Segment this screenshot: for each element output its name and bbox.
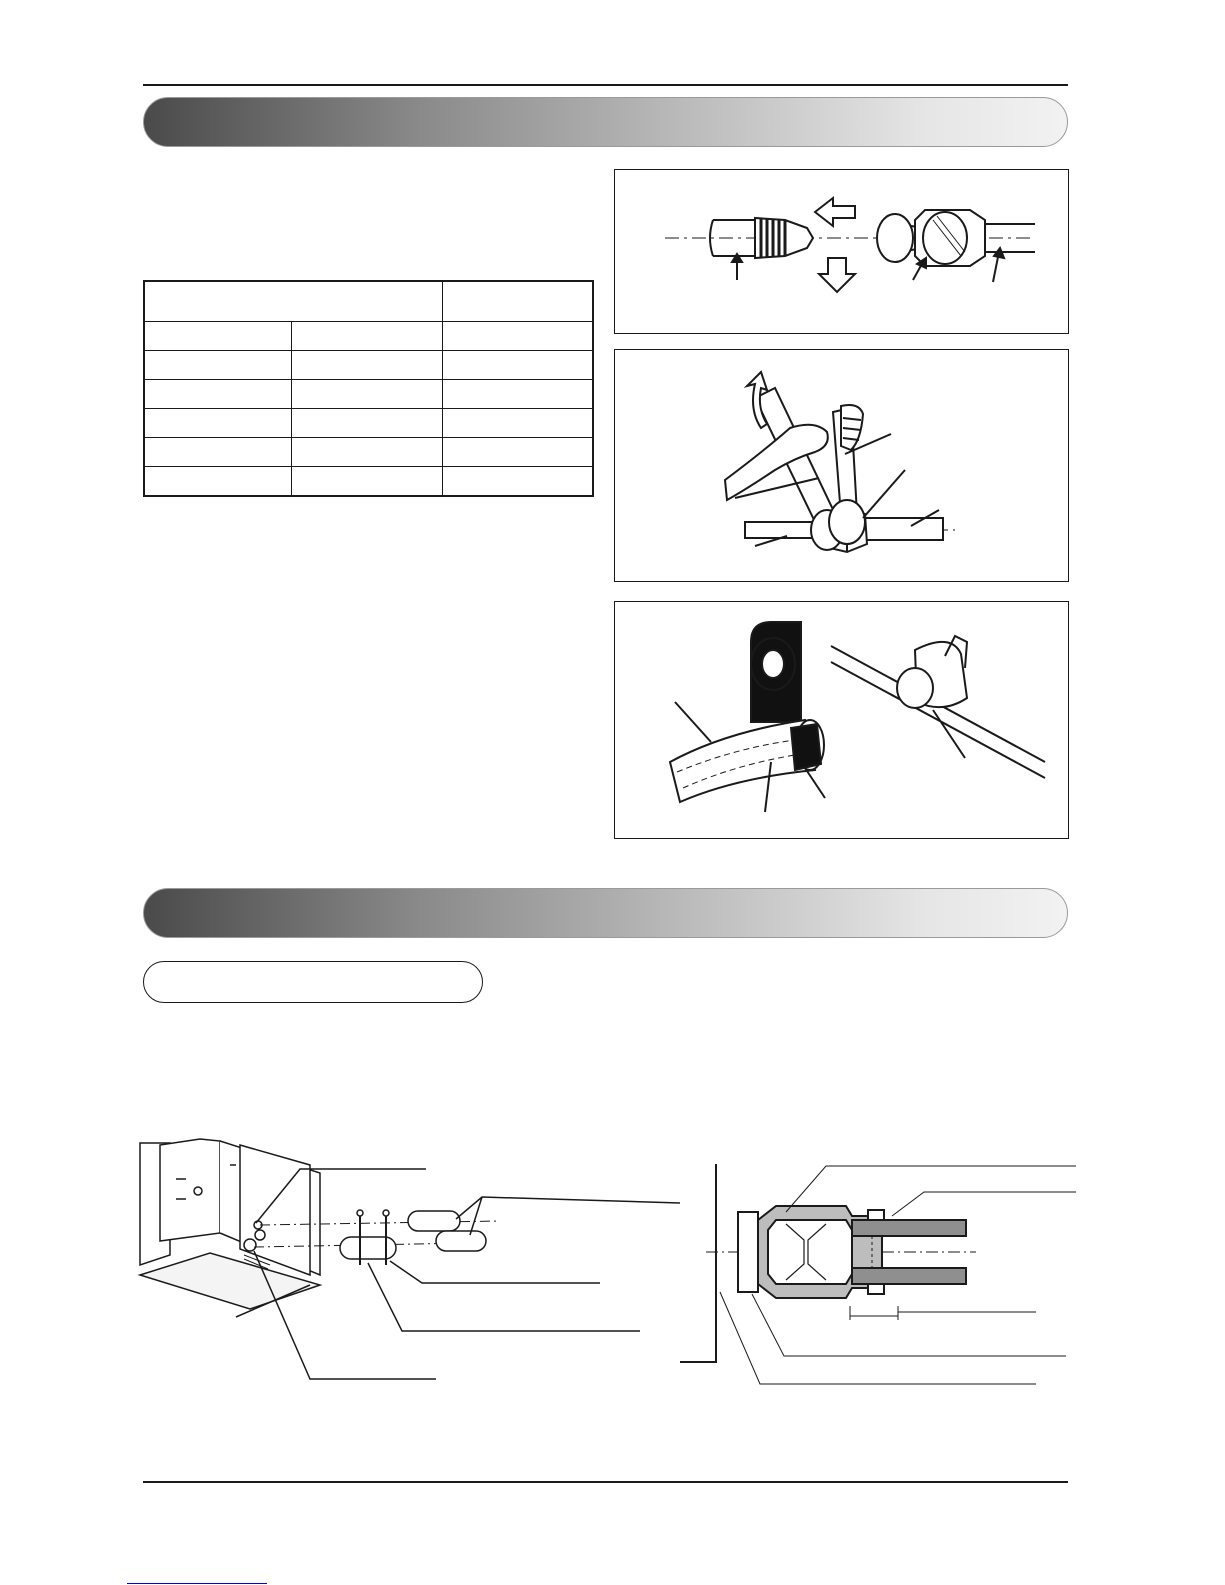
table-header-row bbox=[144, 281, 593, 322]
subheading-pill bbox=[143, 961, 483, 1003]
footer-rule bbox=[143, 1481, 1068, 1483]
figure-flare-connection bbox=[614, 169, 1069, 334]
table-row bbox=[144, 351, 593, 380]
insulation-drawing bbox=[615, 602, 1070, 840]
pipe-joint-drawing bbox=[676, 1160, 1076, 1390]
section-banner-1 bbox=[143, 97, 1068, 147]
flare-connection-drawing bbox=[615, 170, 1070, 335]
header-rule bbox=[143, 84, 1068, 86]
figure-insulation bbox=[614, 601, 1069, 839]
torque-wrench-drawing bbox=[615, 350, 1070, 583]
figure-torque-wrench bbox=[614, 349, 1069, 582]
table-row bbox=[144, 438, 593, 467]
table-header-cell bbox=[442, 281, 593, 322]
spec-table bbox=[143, 280, 594, 497]
table-row bbox=[144, 322, 593, 351]
section-banner-2 bbox=[143, 888, 1068, 938]
unit-piping-drawing bbox=[140, 1135, 680, 1395]
table-row bbox=[144, 380, 593, 409]
table-row bbox=[144, 467, 593, 497]
link-underline[interactable] bbox=[127, 1583, 267, 1584]
table-row bbox=[144, 409, 593, 438]
table-header-cell bbox=[144, 281, 442, 322]
